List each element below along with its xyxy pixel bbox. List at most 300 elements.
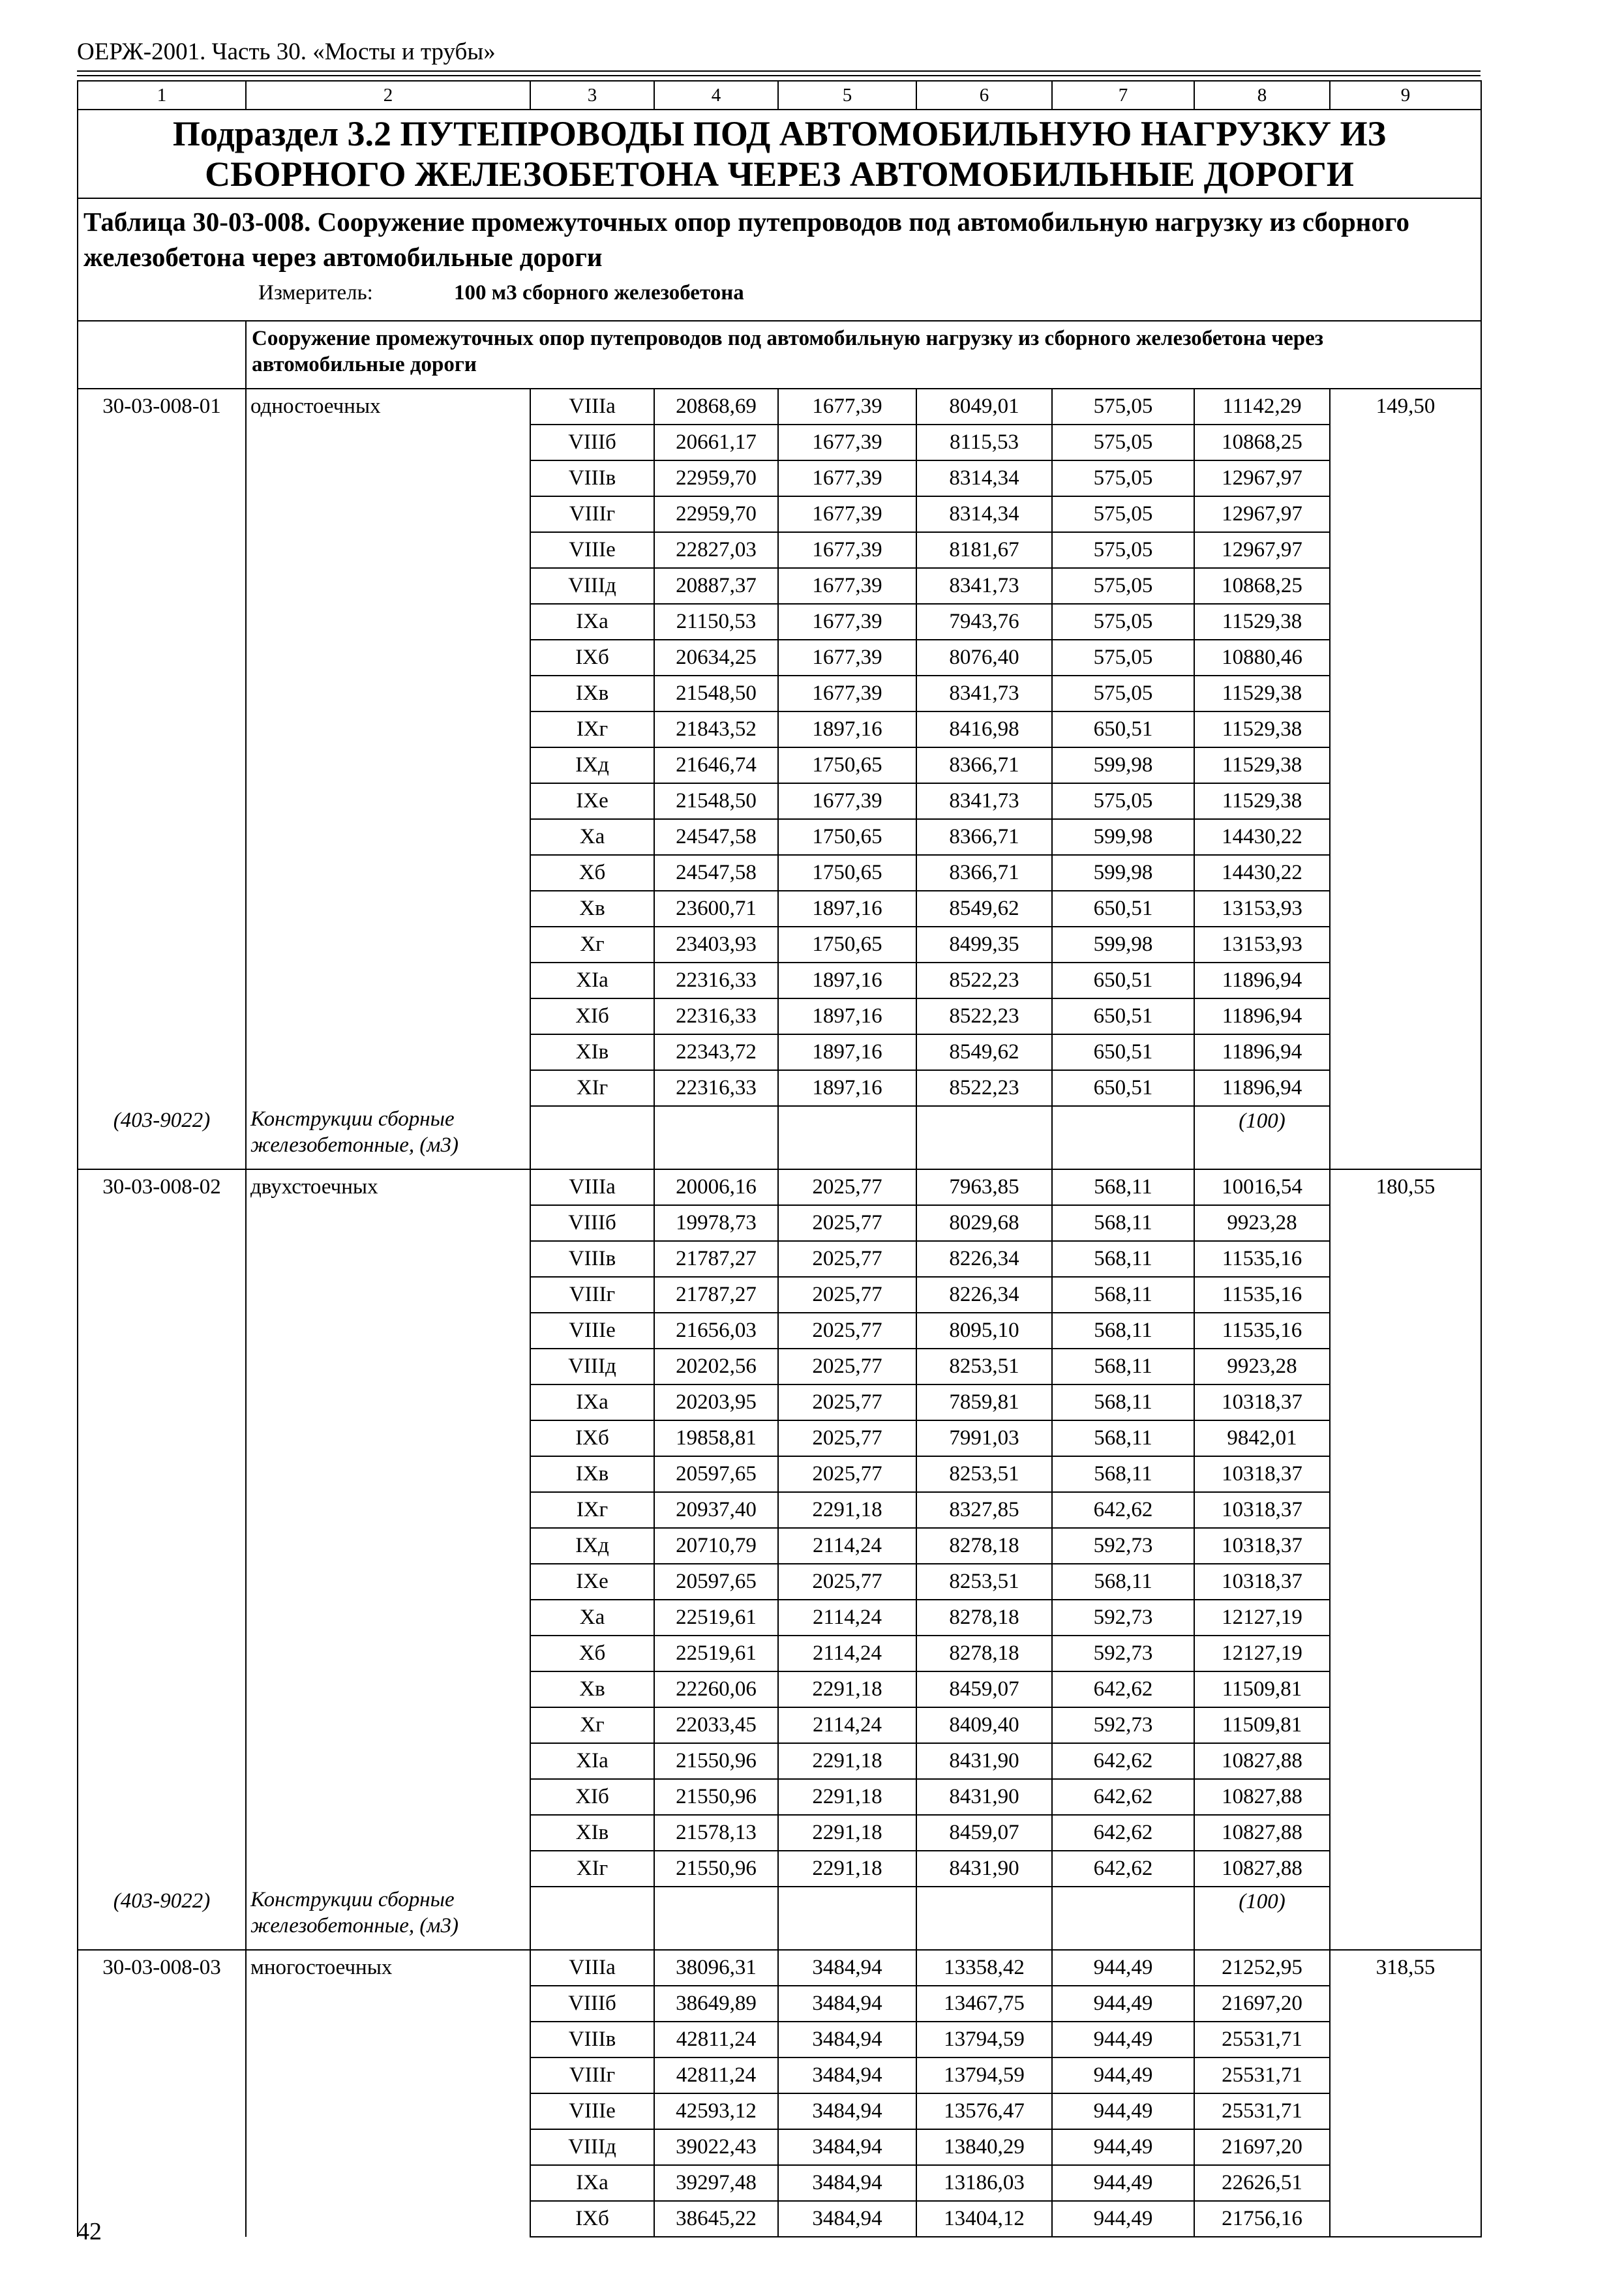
value-cell: 8341,73	[916, 568, 1052, 604]
value-cell: 1677,39	[778, 425, 916, 460]
value-cell: 568,11	[1052, 1349, 1194, 1384]
value-cell: 10318,37	[1194, 1528, 1330, 1564]
value-cell: 568,11	[1052, 1384, 1194, 1420]
value-cell: 10868,25	[1194, 568, 1330, 604]
column-number: 6	[916, 81, 1052, 110]
value-cell: 20937,40	[654, 1492, 778, 1528]
value-cell: 20597,65	[654, 1456, 778, 1492]
value-cell: 568,11	[1052, 1277, 1194, 1313]
table-row	[78, 389, 1481, 425]
value-cell: 21697,20	[1194, 2129, 1330, 2165]
value-cell: 568,11	[1052, 1241, 1194, 1277]
value-cell: 944,49	[1052, 2022, 1194, 2057]
empty-cell	[530, 1106, 654, 1169]
measure	[83, 280, 1475, 306]
value-cell: 12967,97	[1194, 496, 1330, 532]
value-cell: 11529,38	[1194, 676, 1330, 711]
value-cell: 21787,27	[654, 1277, 778, 1313]
value-cell: 10868,25	[1194, 425, 1330, 460]
value-cell: 7943,76	[916, 604, 1052, 640]
column-number: 3	[530, 81, 654, 110]
value-cell: 2025,77	[778, 1277, 916, 1313]
value-cell: 21548,50	[654, 783, 778, 819]
value-cell: 8278,18	[916, 1636, 1052, 1671]
value-cell: 7963,85	[916, 1169, 1052, 1205]
value-cell: 2291,18	[778, 1815, 916, 1851]
value-cell: 22959,70	[654, 496, 778, 532]
value-cell: 2025,77	[778, 1313, 916, 1349]
value-cell: 8431,90	[916, 1779, 1052, 1815]
rate-name: двухстоечных	[246, 1169, 530, 1887]
value-cell: 8459,07	[916, 1815, 1052, 1851]
value-cell: 11529,38	[1194, 604, 1330, 640]
section-title: Подраздел 3.2 ПУТЕПРОВОДЫ ПОД АВТОМОБИЛЬНУЮ НАГРУЗКУ ИЗ СБОРНОГО ЖЕЛЕЗОБЕТОНА ЧЕРЕЗ АВТОМОБИЛЬНЫЕ ДОРОГИ	[78, 110, 1481, 198]
bridge-class: IXа	[530, 1384, 654, 1420]
table-title-cell	[78, 198, 1481, 321]
value-cell: 10318,37	[1194, 1456, 1330, 1492]
value-cell: 9842,01	[1194, 1420, 1330, 1456]
value-cell: 8499,35	[916, 927, 1052, 963]
value-cell: 10827,88	[1194, 1743, 1330, 1779]
value-cell: 19858,81	[654, 1420, 778, 1456]
page-number: 42	[77, 2218, 102, 2245]
value-cell: 11535,16	[1194, 1313, 1330, 1349]
value-cell: 12127,19	[1194, 1636, 1330, 1671]
value-cell: 575,05	[1052, 783, 1194, 819]
bridge-class: VIIIе	[530, 532, 654, 568]
value-cell: 13794,59	[916, 2022, 1052, 2057]
value-cell: 42811,24	[654, 2022, 778, 2057]
value-cell: 13358,42	[916, 1950, 1052, 1986]
value-cell: 575,05	[1052, 460, 1194, 496]
value-cell: 599,98	[1052, 927, 1194, 963]
bridge-class: IXа	[530, 604, 654, 640]
table-subtitle: Сооружение промежуточных опор путепроводов под автомобильную нагрузку из сборного железобетона через автомобильные дороги	[246, 321, 1481, 389]
value-cell: 13794,59	[916, 2057, 1052, 2093]
value-cell: 1750,65	[778, 927, 916, 963]
value-cell: 25531,71	[1194, 2022, 1330, 2057]
bridge-class: XIв	[530, 1034, 654, 1070]
value-cell: 21550,96	[654, 1851, 778, 1887]
value-cell: 11509,81	[1194, 1707, 1330, 1743]
value-cell: 10827,88	[1194, 1851, 1330, 1887]
header-rule-second	[77, 75, 1481, 76]
value-cell: 42811,24	[654, 2057, 778, 2093]
value-cell: 642,62	[1052, 1815, 1194, 1851]
bridge-class: VIIIа	[530, 389, 654, 425]
value-cell: 8226,34	[916, 1277, 1052, 1313]
value-cell: 568,11	[1052, 1456, 1194, 1492]
value-cell: 599,98	[1052, 747, 1194, 783]
value-cell: 11896,94	[1194, 1070, 1330, 1106]
value-cell: 568,11	[1052, 1169, 1194, 1205]
value-cell: 8522,23	[916, 998, 1052, 1034]
value-cell: 7991,03	[916, 1420, 1052, 1456]
value-cell: 21646,74	[654, 747, 778, 783]
value-cell: 8459,07	[916, 1671, 1052, 1707]
table-row	[78, 1950, 1481, 1986]
empty-cell	[654, 1887, 778, 1950]
value-cell: 2025,77	[778, 1205, 916, 1241]
value-cell: 8253,51	[916, 1349, 1052, 1384]
value-cell: 20006,16	[654, 1169, 778, 1205]
empty-cell	[778, 1106, 916, 1169]
value-cell: 8226,34	[916, 1241, 1052, 1277]
value-cell: 13840,29	[916, 2129, 1052, 2165]
column-number: 8	[1194, 81, 1330, 110]
value-cell: 22519,61	[654, 1600, 778, 1636]
value-cell: 575,05	[1052, 532, 1194, 568]
subtitle-empty-cell	[78, 321, 246, 389]
column-number: 9	[1330, 81, 1481, 110]
resource-quantity: (100)	[1194, 1106, 1330, 1169]
bridge-class: VIIIб	[530, 425, 654, 460]
table-row	[78, 1169, 1481, 1205]
bridge-class: IXд	[530, 1528, 654, 1564]
value-cell: 2291,18	[778, 1492, 916, 1528]
value-cell: 3484,94	[778, 2165, 916, 2201]
section-title-row	[78, 110, 1481, 198]
rate-code: 30-03-008-03	[78, 1950, 246, 2237]
construction-row	[78, 1106, 1481, 1169]
column-number: 5	[778, 81, 916, 110]
bridge-class: Xб	[530, 855, 654, 891]
bridge-class: Xа	[530, 819, 654, 855]
value-cell: 2291,18	[778, 1671, 916, 1707]
bridge-class: VIIIг	[530, 2057, 654, 2093]
value-cell: 642,62	[1052, 1743, 1194, 1779]
value-cell: 13467,75	[916, 1986, 1052, 2022]
bridge-class: XIа	[530, 1743, 654, 1779]
value-cell: 8431,90	[916, 1743, 1052, 1779]
value-cell: 650,51	[1052, 891, 1194, 927]
value-cell: 20887,37	[654, 568, 778, 604]
column-number: 7	[1052, 81, 1194, 110]
value-cell: 11535,16	[1194, 1277, 1330, 1313]
measure-label: Измеритель:	[258, 281, 373, 305]
column-9-value: 149,50	[1330, 389, 1481, 1169]
empty-cell	[916, 1887, 1052, 1950]
value-cell: 14430,22	[1194, 819, 1330, 855]
value-cell: 8181,67	[916, 532, 1052, 568]
value-cell: 13404,12	[916, 2201, 1052, 2237]
value-cell: 11535,16	[1194, 1241, 1330, 1277]
value-cell: 650,51	[1052, 998, 1194, 1034]
value-cell: 2025,77	[778, 1169, 916, 1205]
value-cell: 10827,88	[1194, 1815, 1330, 1851]
value-cell: 11896,94	[1194, 998, 1330, 1034]
value-cell: 11529,38	[1194, 783, 1330, 819]
value-cell: 8115,53	[916, 425, 1052, 460]
value-cell: 650,51	[1052, 711, 1194, 747]
value-cell: 25531,71	[1194, 2093, 1330, 2129]
value-cell: 575,05	[1052, 389, 1194, 425]
value-cell: 8327,85	[916, 1492, 1052, 1528]
value-cell: 3484,94	[778, 1986, 916, 2022]
value-cell: 8416,98	[916, 711, 1052, 747]
table-title: Таблица 30-03-008. Сооружение промежуточных опор путепроводов под автомобильную нагрузку из сборного железобетона через автомобильные дороги	[83, 207, 1409, 272]
value-cell: 1677,39	[778, 389, 916, 425]
empty-cell	[654, 1106, 778, 1169]
value-cell: 11896,94	[1194, 1034, 1330, 1070]
bridge-class: XIг	[530, 1070, 654, 1106]
value-cell: 1677,39	[778, 496, 916, 532]
column-number: 4	[654, 81, 778, 110]
value-cell: 3484,94	[778, 2057, 916, 2093]
value-cell: 642,62	[1052, 1671, 1194, 1707]
value-cell: 23600,71	[654, 891, 778, 927]
column-9-value: 180,55	[1330, 1169, 1481, 1950]
value-cell: 592,73	[1052, 1636, 1194, 1671]
bridge-class: IXб	[530, 640, 654, 676]
value-cell: 8431,90	[916, 1851, 1052, 1887]
value-cell: 1677,39	[778, 532, 916, 568]
empty-cell	[530, 1887, 654, 1950]
value-cell: 2114,24	[778, 1636, 916, 1671]
value-cell: 22343,72	[654, 1034, 778, 1070]
value-cell: 13153,93	[1194, 927, 1330, 963]
value-cell: 2291,18	[778, 1743, 916, 1779]
bridge-class: VIIIб	[530, 1986, 654, 2022]
value-cell: 13186,03	[916, 2165, 1052, 2201]
value-cell: 1677,39	[778, 640, 916, 676]
value-cell: 22316,33	[654, 998, 778, 1034]
value-cell: 2291,18	[778, 1851, 916, 1887]
value-cell: 10318,37	[1194, 1492, 1330, 1528]
value-cell: 2114,24	[778, 1528, 916, 1564]
value-cell: 575,05	[1052, 568, 1194, 604]
value-cell: 8549,62	[916, 1034, 1052, 1070]
value-cell: 8522,23	[916, 1070, 1052, 1106]
value-cell: 3484,94	[778, 1950, 916, 1986]
value-cell: 944,49	[1052, 2057, 1194, 2093]
bridge-class: IXв	[530, 676, 654, 711]
value-cell: 13153,93	[1194, 891, 1330, 927]
value-cell: 1677,39	[778, 783, 916, 819]
value-cell: 38645,22	[654, 2201, 778, 2237]
value-cell: 14430,22	[1194, 855, 1330, 891]
bridge-class: VIIIг	[530, 496, 654, 532]
bridge-class: IXг	[530, 1492, 654, 1528]
bridge-class: IXе	[530, 1564, 654, 1600]
empty-cell	[778, 1887, 916, 1950]
value-cell: 2025,77	[778, 1456, 916, 1492]
value-cell: 22316,33	[654, 963, 778, 998]
value-cell: 8366,71	[916, 819, 1052, 855]
value-cell: 592,73	[1052, 1528, 1194, 1564]
value-cell: 8253,51	[916, 1456, 1052, 1492]
subtitle-row	[78, 321, 1481, 389]
value-cell: 24547,58	[654, 855, 778, 891]
table-title-row	[78, 198, 1481, 321]
bridge-class: IXг	[530, 711, 654, 747]
value-cell: 944,49	[1052, 2165, 1194, 2201]
value-cell: 21252,95	[1194, 1950, 1330, 1986]
value-cell: 2114,24	[778, 1600, 916, 1636]
value-cell: 8314,34	[916, 496, 1052, 532]
page-header: ОЕРЖ-2001. Часть 30. «Мосты и трубы»	[77, 38, 496, 65]
value-cell: 12967,97	[1194, 532, 1330, 568]
value-cell: 20661,17	[654, 425, 778, 460]
value-cell: 1897,16	[778, 998, 916, 1034]
value-cell: 21697,20	[1194, 1986, 1330, 2022]
resource-code: (403-9022)	[78, 1106, 246, 1169]
value-cell: 42593,12	[654, 2093, 778, 2129]
value-cell: 650,51	[1052, 963, 1194, 998]
value-cell: 1677,39	[778, 460, 916, 496]
value-cell: 38096,31	[654, 1950, 778, 1986]
value-cell: 21578,13	[654, 1815, 778, 1851]
value-cell: 2291,18	[778, 1779, 916, 1815]
value-cell: 8366,71	[916, 747, 1052, 783]
value-cell: 21756,16	[1194, 2201, 1330, 2237]
value-cell: 2025,77	[778, 1384, 916, 1420]
value-cell: 11529,38	[1194, 747, 1330, 783]
rate-name: одностоечных	[246, 389, 530, 1106]
value-cell: 944,49	[1052, 2129, 1194, 2165]
value-cell: 11142,29	[1194, 389, 1330, 425]
bridge-class: VIIIд	[530, 1349, 654, 1384]
value-cell: 22260,06	[654, 1671, 778, 1707]
value-cell: 11529,38	[1194, 711, 1330, 747]
bridge-class: VIIIа	[530, 1169, 654, 1205]
value-cell: 20634,25	[654, 640, 778, 676]
bridge-class: Xа	[530, 1600, 654, 1636]
bridge-class: IXа	[530, 2165, 654, 2201]
bridge-class: VIIIв	[530, 2022, 654, 2057]
value-cell: 7859,81	[916, 1384, 1052, 1420]
header-rule	[77, 70, 1481, 72]
value-cell: 9923,28	[1194, 1349, 1330, 1384]
value-cell: 650,51	[1052, 1034, 1194, 1070]
value-cell: 3484,94	[778, 2129, 916, 2165]
value-cell: 8366,71	[916, 855, 1052, 891]
resource-name: Конструкции сборные железобетонные, (м3)	[246, 1106, 530, 1169]
value-cell: 12127,19	[1194, 1600, 1330, 1636]
value-cell: 39297,48	[654, 2165, 778, 2201]
rate-name: многостоечных	[246, 1950, 530, 2237]
bridge-class: IXв	[530, 1456, 654, 1492]
value-cell: 13576,47	[916, 2093, 1052, 2129]
value-cell: 20868,69	[654, 389, 778, 425]
value-cell: 1750,65	[778, 747, 916, 783]
value-cell: 10318,37	[1194, 1564, 1330, 1600]
value-cell: 575,05	[1052, 496, 1194, 532]
value-cell: 575,05	[1052, 676, 1194, 711]
bridge-class: VIIIе	[530, 2093, 654, 2129]
bridge-class: IXе	[530, 783, 654, 819]
column-number: 1	[78, 81, 246, 110]
value-cell: 1677,39	[778, 568, 916, 604]
empty-cell	[1052, 1106, 1194, 1169]
value-cell: 2025,77	[778, 1564, 916, 1600]
value-cell: 568,11	[1052, 1205, 1194, 1241]
column-number: 2	[246, 81, 530, 110]
value-cell: 8049,01	[916, 389, 1052, 425]
value-cell: 12967,97	[1194, 460, 1330, 496]
value-cell: 944,49	[1052, 2093, 1194, 2129]
value-cell: 568,11	[1052, 1564, 1194, 1600]
bridge-class: IXб	[530, 1420, 654, 1456]
rates-table	[77, 80, 1482, 2237]
value-cell: 23403,93	[654, 927, 778, 963]
bridge-class: XIа	[530, 963, 654, 998]
value-cell: 11509,81	[1194, 1671, 1330, 1707]
rate-code: 30-03-008-02	[78, 1169, 246, 1887]
bridge-class: VIIIв	[530, 1241, 654, 1277]
bridge-class: VIIIа	[530, 1950, 654, 1986]
value-cell: 9923,28	[1194, 1205, 1330, 1241]
value-cell: 8409,40	[916, 1707, 1052, 1743]
value-cell: 599,98	[1052, 819, 1194, 855]
value-cell: 22626,51	[1194, 2165, 1330, 2201]
value-cell: 10827,88	[1194, 1779, 1330, 1815]
value-cell: 8076,40	[916, 640, 1052, 676]
bridge-class: VIIIд	[530, 2129, 654, 2165]
value-cell: 20203,95	[654, 1384, 778, 1420]
column-number-row	[78, 81, 1481, 110]
value-cell: 1897,16	[778, 1034, 916, 1070]
value-cell: 3484,94	[778, 2201, 916, 2237]
value-cell: 20710,79	[654, 1528, 778, 1564]
bridge-class: VIIIд	[530, 568, 654, 604]
value-cell: 944,49	[1052, 2201, 1194, 2237]
bridge-class: Xб	[530, 1636, 654, 1671]
value-cell: 944,49	[1052, 1950, 1194, 1986]
value-cell: 10318,37	[1194, 1384, 1330, 1420]
value-cell: 642,62	[1052, 1851, 1194, 1887]
value-cell: 19978,73	[654, 1205, 778, 1241]
value-cell: 1677,39	[778, 604, 916, 640]
value-cell: 3484,94	[778, 2022, 916, 2057]
bridge-class: VIIIб	[530, 1205, 654, 1241]
bridge-class: Xв	[530, 891, 654, 927]
bridge-class: XIб	[530, 1779, 654, 1815]
value-cell: 8278,18	[916, 1528, 1052, 1564]
value-cell: 20597,65	[654, 1564, 778, 1600]
value-cell: 8278,18	[916, 1600, 1052, 1636]
bridge-class: VIIIг	[530, 1277, 654, 1313]
empty-cell	[916, 1106, 1052, 1169]
bridge-class: VIIIе	[530, 1313, 654, 1349]
value-cell: 21550,96	[654, 1779, 778, 1815]
value-cell: 944,49	[1052, 1986, 1194, 2022]
value-cell: 1897,16	[778, 711, 916, 747]
value-cell: 592,73	[1052, 1600, 1194, 1636]
value-cell: 592,73	[1052, 1707, 1194, 1743]
value-cell: 38649,89	[654, 1986, 778, 2022]
bridge-class: Xг	[530, 927, 654, 963]
value-cell: 650,51	[1052, 1070, 1194, 1106]
value-cell: 568,11	[1052, 1313, 1194, 1349]
value-cell: 20202,56	[654, 1349, 778, 1384]
column-9-value: 318,55	[1330, 1950, 1481, 2237]
value-cell: 1897,16	[778, 1070, 916, 1106]
value-cell: 11896,94	[1194, 963, 1330, 998]
empty-cell	[1052, 1887, 1194, 1950]
value-cell: 21150,53	[654, 604, 778, 640]
value-cell: 8522,23	[916, 963, 1052, 998]
value-cell: 575,05	[1052, 604, 1194, 640]
value-cell: 2114,24	[778, 1707, 916, 1743]
value-cell: 1750,65	[778, 855, 916, 891]
value-cell: 599,98	[1052, 855, 1194, 891]
value-cell: 1897,16	[778, 891, 916, 927]
value-cell: 8095,10	[916, 1313, 1052, 1349]
value-cell: 8314,34	[916, 460, 1052, 496]
value-cell: 21656,03	[654, 1313, 778, 1349]
bridge-class: VIIIв	[530, 460, 654, 496]
